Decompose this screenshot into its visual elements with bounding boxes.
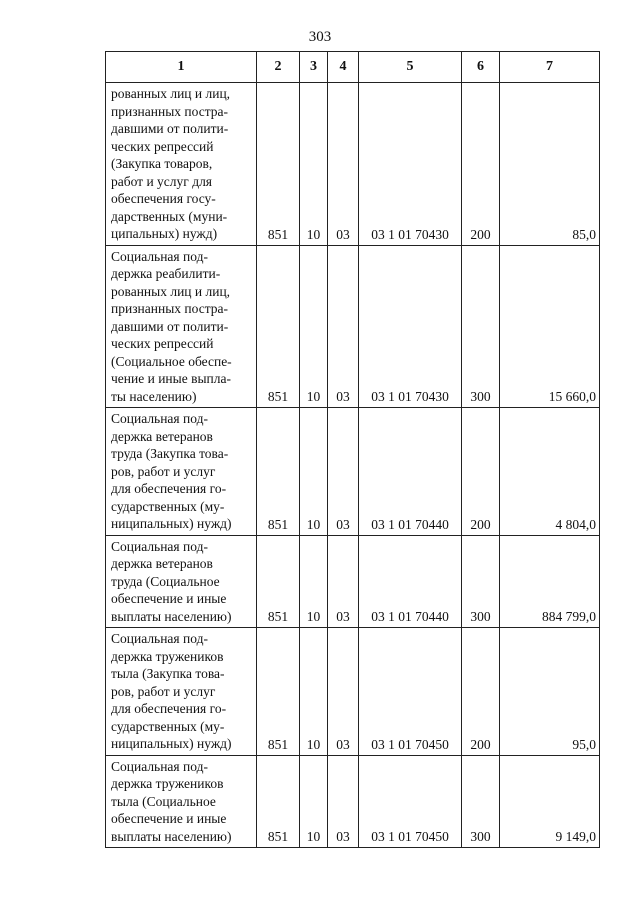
amount: 95,0 <box>500 628 600 756</box>
target-article-code: 03 1 01 70440 <box>359 408 462 536</box>
description-line: обеспечения госу- <box>111 191 216 206</box>
budget-table <box>105 51 600 848</box>
description-line: ниципальных) нужд) <box>111 516 232 531</box>
section-code: 10 <box>300 245 328 408</box>
description-line: держка тружеников <box>111 648 224 664</box>
section-code: 10 <box>300 408 328 536</box>
description-line: держка ветеранов <box>111 556 213 571</box>
description-line: выплаты населению) <box>111 828 232 844</box>
target-article-code: 03 1 01 70430 <box>359 245 462 408</box>
subsection-code: 03 <box>328 755 359 848</box>
description-line: ров, работ и услуг <box>111 683 216 699</box>
description-line: (Социальное обеспе- <box>111 353 232 369</box>
description-line: признанных постра- <box>111 301 228 316</box>
expense-type-code: 200 <box>462 83 500 246</box>
description-line: держка тружеников <box>111 776 224 791</box>
ved-code: 851 <box>257 628 300 756</box>
description-line: работ и услуг для <box>111 173 213 189</box>
description-line: давшими от полити- <box>111 121 229 136</box>
description-line: ров, работ и услуг <box>111 463 216 479</box>
description-line: давшими от полити- <box>111 318 229 334</box>
description-line: Социальная под- <box>111 248 208 264</box>
description-line: ты населению) <box>111 388 197 404</box>
table-row <box>106 83 600 246</box>
description-line: ниципальных) нужд) <box>111 736 232 751</box>
description-line: держка ветеранов <box>111 428 213 444</box>
table-row <box>106 535 600 628</box>
expense-type-code: 200 <box>462 628 500 756</box>
subsection-code: 03 <box>328 245 359 408</box>
expense-type-code: 300 <box>462 535 500 628</box>
section-code: 10 <box>300 535 328 628</box>
ved-code: 851 <box>257 245 300 408</box>
table-row <box>106 755 600 848</box>
description-line: Социальная под- <box>111 538 208 554</box>
description-line: для обеспечения го- <box>111 701 227 716</box>
amount: 884 799,0 <box>500 535 600 628</box>
row-description <box>106 408 257 536</box>
row-description <box>106 535 257 628</box>
expense-type-code: 200 <box>462 408 500 536</box>
row-description <box>106 628 257 756</box>
description-line: ципальных) нужд) <box>111 226 218 241</box>
description-line: труда (Закупка това- <box>111 446 229 461</box>
target-article-code: 03 1 01 70450 <box>359 755 462 848</box>
row-description <box>106 755 257 848</box>
column-header: 3 <box>300 52 328 83</box>
target-article-code: 03 1 01 70450 <box>359 628 462 756</box>
subsection-code: 03 <box>328 628 359 756</box>
amount: 9 149,0 <box>500 755 600 848</box>
subsection-code: 03 <box>328 535 359 628</box>
description-line: труда (Социальное <box>111 573 220 589</box>
column-header: 5 <box>359 52 462 83</box>
ved-code: 851 <box>257 535 300 628</box>
column-header: 7 <box>500 52 600 83</box>
column-header: 6 <box>462 52 500 83</box>
amount: 15 660,0 <box>500 245 600 408</box>
description-line: сударственных (му- <box>111 718 225 734</box>
description-line: ческих репрессий <box>111 138 214 154</box>
table-row <box>106 245 600 408</box>
description-line: тыла (Социальное <box>111 793 216 809</box>
description-line: (Закупка товаров, <box>111 156 213 171</box>
table-header-row <box>106 52 600 83</box>
subsection-code: 03 <box>328 83 359 246</box>
table-row <box>106 628 600 756</box>
description-line: для обеспечения го- <box>111 481 227 496</box>
table-body <box>106 83 600 848</box>
expense-type-code: 300 <box>462 755 500 848</box>
row-description <box>106 245 257 408</box>
row-description <box>106 83 257 246</box>
column-header: 4 <box>328 52 359 83</box>
target-article-code: 03 1 01 70430 <box>359 83 462 246</box>
ved-code: 851 <box>257 755 300 848</box>
page-number: 303 <box>308 29 332 45</box>
target-article-code: 03 1 01 70440 <box>359 535 462 628</box>
column-header: 2 <box>257 52 300 83</box>
section-code: 10 <box>300 628 328 756</box>
amount: 4 804,0 <box>500 408 600 536</box>
description-line: выплаты населению) <box>111 608 232 624</box>
description-line: Социальная под- <box>111 411 208 426</box>
description-line: Социальная под- <box>111 758 208 774</box>
description-line: признанных постра- <box>111 103 228 119</box>
column-header: 1 <box>106 52 257 83</box>
expense-type-code: 300 <box>462 245 500 408</box>
description-line: ческих репрессий <box>111 336 214 351</box>
ved-code: 851 <box>257 408 300 536</box>
description-line: держка реабилити- <box>111 266 221 281</box>
description-line: обеспечение и иные <box>111 811 227 826</box>
subsection-code: 03 <box>328 408 359 536</box>
section-code: 10 <box>300 755 328 848</box>
description-line: обеспечение и иные <box>111 591 227 606</box>
description-line: чение и иные выпла- <box>111 371 231 386</box>
table-row <box>106 408 600 536</box>
ved-code: 851 <box>257 83 300 246</box>
section-code: 10 <box>300 83 328 246</box>
description-line: тыла (Закупка това- <box>111 666 225 681</box>
amount: 85,0 <box>500 83 600 246</box>
description-line: рованных лиц и лиц, <box>111 86 231 101</box>
description-line: сударственных (му- <box>111 498 225 514</box>
description-line: дарственных (муни- <box>111 208 228 224</box>
description-line: Социальная под- <box>111 631 208 646</box>
description-line: рованных лиц и лиц, <box>111 283 231 299</box>
